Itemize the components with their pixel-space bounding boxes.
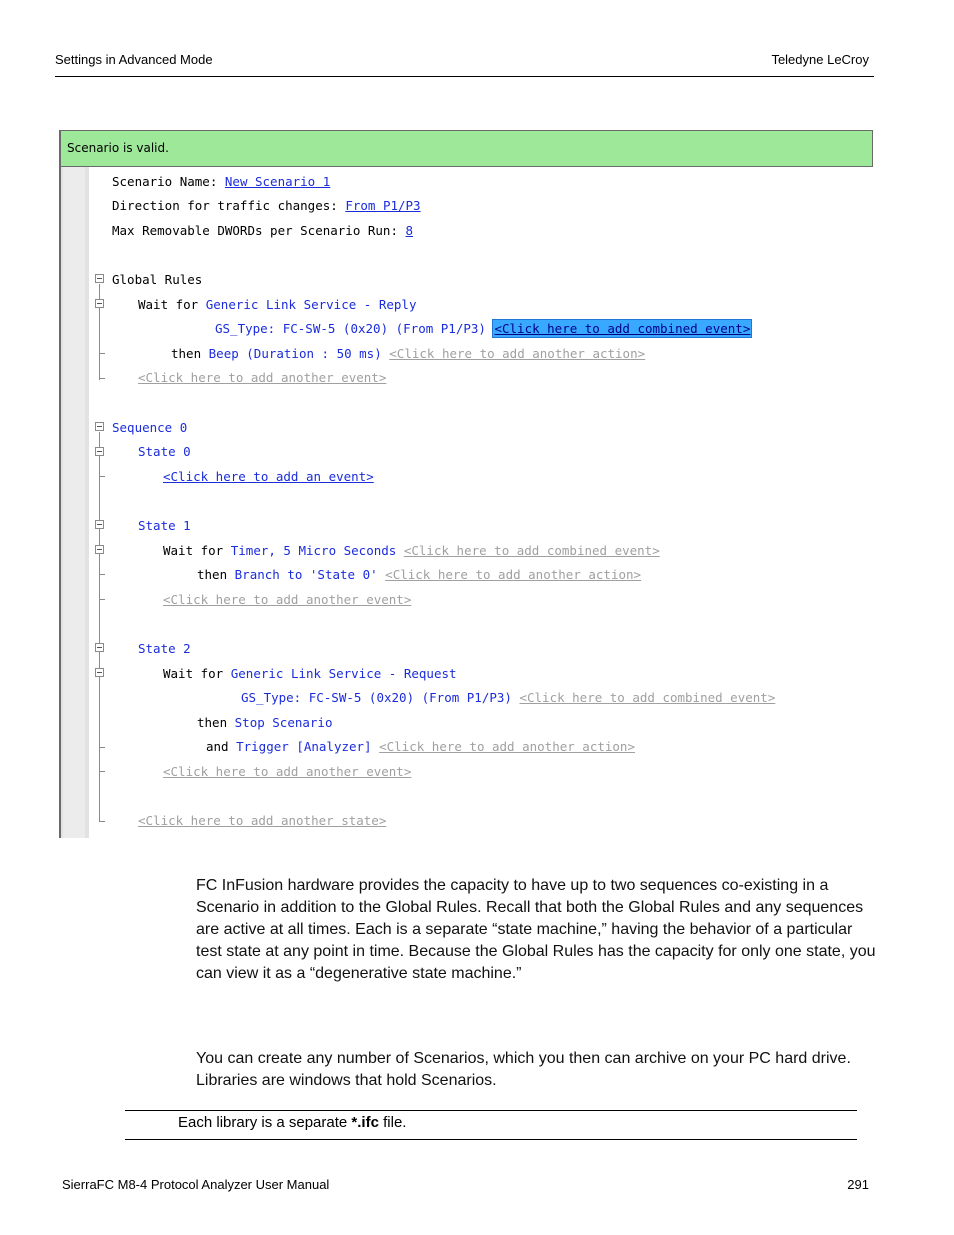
gr-event-detail-row: [215, 321, 751, 337]
gr-action-link[interactable]: Beep (Duration : 50 ms): [208, 346, 382, 361]
s2-event-detail-row: [241, 690, 775, 706]
validation-status-text: Scenario is valid.: [67, 141, 169, 155]
gr-event-link[interactable]: Generic Link Service - Reply: [205, 297, 417, 312]
gr-event-detail[interactable]: GS_Type: FC-SW-5 (0x20) (From P1/P3): [215, 321, 486, 336]
collapse-global-rules-icon[interactable]: [95, 274, 104, 283]
gr-then-row: then Beep (Duration : 50 ms) <Click here to add another action>: [171, 346, 646, 361]
s2-add-combined-link[interactable]: <Click here to add combined event>: [519, 690, 776, 705]
collapse-state2-icon[interactable]: [95, 643, 104, 652]
running-header-left: Settings in Advanced Mode: [55, 52, 213, 67]
state2-link[interactable]: State 2: [138, 641, 191, 656]
s1-action-link[interactable]: Branch to 'State 0': [234, 567, 378, 582]
s2-add-event-link[interactable]: <Click here to add another event>: [163, 764, 412, 779]
body-paragraph-libraries: You can create any number of Scenarios, which you then can archive on your PC hard drive. Libraries are windows that hold Scenarios.: [196, 1050, 851, 1089]
collapse-state1-icon[interactable]: [95, 520, 104, 529]
s1-then-row: then Branch to 'State 0' <Click here to add another action>: [197, 567, 642, 582]
note-text: Each library is a separate *.ifc file.: [178, 1114, 407, 1131]
max-dwords-row: Max Removable DWORDs per Scenario Run: 8: [112, 223, 414, 238]
s2-and-row: and Trigger [Analyzer] <Click here to add another action>: [206, 739, 635, 754]
editor-gutter: [59, 167, 89, 838]
direction-link[interactable]: From P1/P3: [345, 198, 421, 213]
collapse-state1-wait-icon[interactable]: [95, 545, 104, 554]
s2-action1-link[interactable]: Stop Scenario: [234, 715, 333, 730]
gr-add-action-link[interactable]: <Click here to add another action>: [389, 346, 646, 361]
collapse-wait-icon[interactable]: [95, 299, 104, 308]
scenario-editor-screenshot: [59, 130, 872, 838]
s2-wait-row: Wait for Generic Link Service - Request: [163, 666, 457, 681]
s1-wait-row: Wait for Timer, 5 Micro Seconds <Click here to add combined event>: [163, 543, 660, 558]
s2-action2-link[interactable]: Trigger [Analyzer]: [236, 739, 372, 754]
s2-event-link[interactable]: Generic Link Service - Request: [230, 666, 457, 681]
s2-then-row: then Stop Scenario: [197, 715, 333, 730]
sequence-link[interactable]: Sequence 0: [112, 420, 188, 435]
add-an-event-link[interactable]: <Click here to add an event>: [163, 469, 374, 484]
body-paragraph-sequences: FC InFusion hardware provides the capacity to have up to two sequences co-existing in a Scenario in addition to the Global Rules. Recall that both the Global Rules and any sequences are active at all times. Each is a separate “state machine,” having the behavior of a particular test state at any point in time. Because the Global Rules has the capacity for only one state, you can view it as a “degenerative state machine.”: [196, 877, 876, 982]
note-rule-top: [125, 1110, 857, 1111]
validation-status-bar: [59, 130, 873, 167]
note-rule-bottom: [125, 1139, 857, 1140]
s1-event-link[interactable]: Timer, 5 Micro Seconds: [230, 543, 397, 558]
max-dwords-link[interactable]: 8: [405, 223, 414, 238]
global-rules-label: Global Rules: [112, 272, 203, 287]
state0-link[interactable]: State 0: [138, 444, 191, 459]
gr-wait-row: Wait for Generic Link Service - Reply: [138, 297, 417, 312]
collapse-state2-wait-icon[interactable]: [95, 668, 104, 677]
gr-add-event-link[interactable]: <Click here to add another event>: [138, 370, 387, 385]
s2-event-detail[interactable]: GS_Type: FC-SW-5 (0x20) (From P1/P3): [241, 690, 512, 705]
add-combined-event-highlighted[interactable]: <Click here to add combined event>: [494, 321, 751, 336]
scenario-name-link[interactable]: New Scenario 1: [224, 174, 331, 189]
state1-link[interactable]: State 1: [138, 518, 191, 533]
collapse-sequence-icon[interactable]: [95, 422, 104, 431]
s1-add-action-link[interactable]: <Click here to add another action>: [385, 567, 642, 582]
header-rule: [55, 76, 874, 77]
s1-add-combined-link[interactable]: <Click here to add combined event>: [403, 543, 660, 558]
running-header-right: Teledyne LeCroy: [771, 52, 869, 67]
add-another-state-link[interactable]: <Click here to add another state>: [138, 813, 387, 828]
s1-add-event-link[interactable]: <Click here to add another event>: [163, 592, 412, 607]
note-extension: *.ifc: [351, 1114, 379, 1131]
collapse-state0-icon[interactable]: [95, 447, 104, 456]
scenario-name-row: Scenario Name: New Scenario 1: [112, 174, 331, 189]
page-number: 291: [847, 1177, 869, 1192]
s2-add-action-link[interactable]: <Click here to add another action>: [379, 739, 635, 754]
direction-row: Direction for traffic changes: From P1/P3: [112, 198, 421, 213]
footer-title: SierraFC M8-4 Protocol Analyzer User Manual: [62, 1177, 330, 1192]
